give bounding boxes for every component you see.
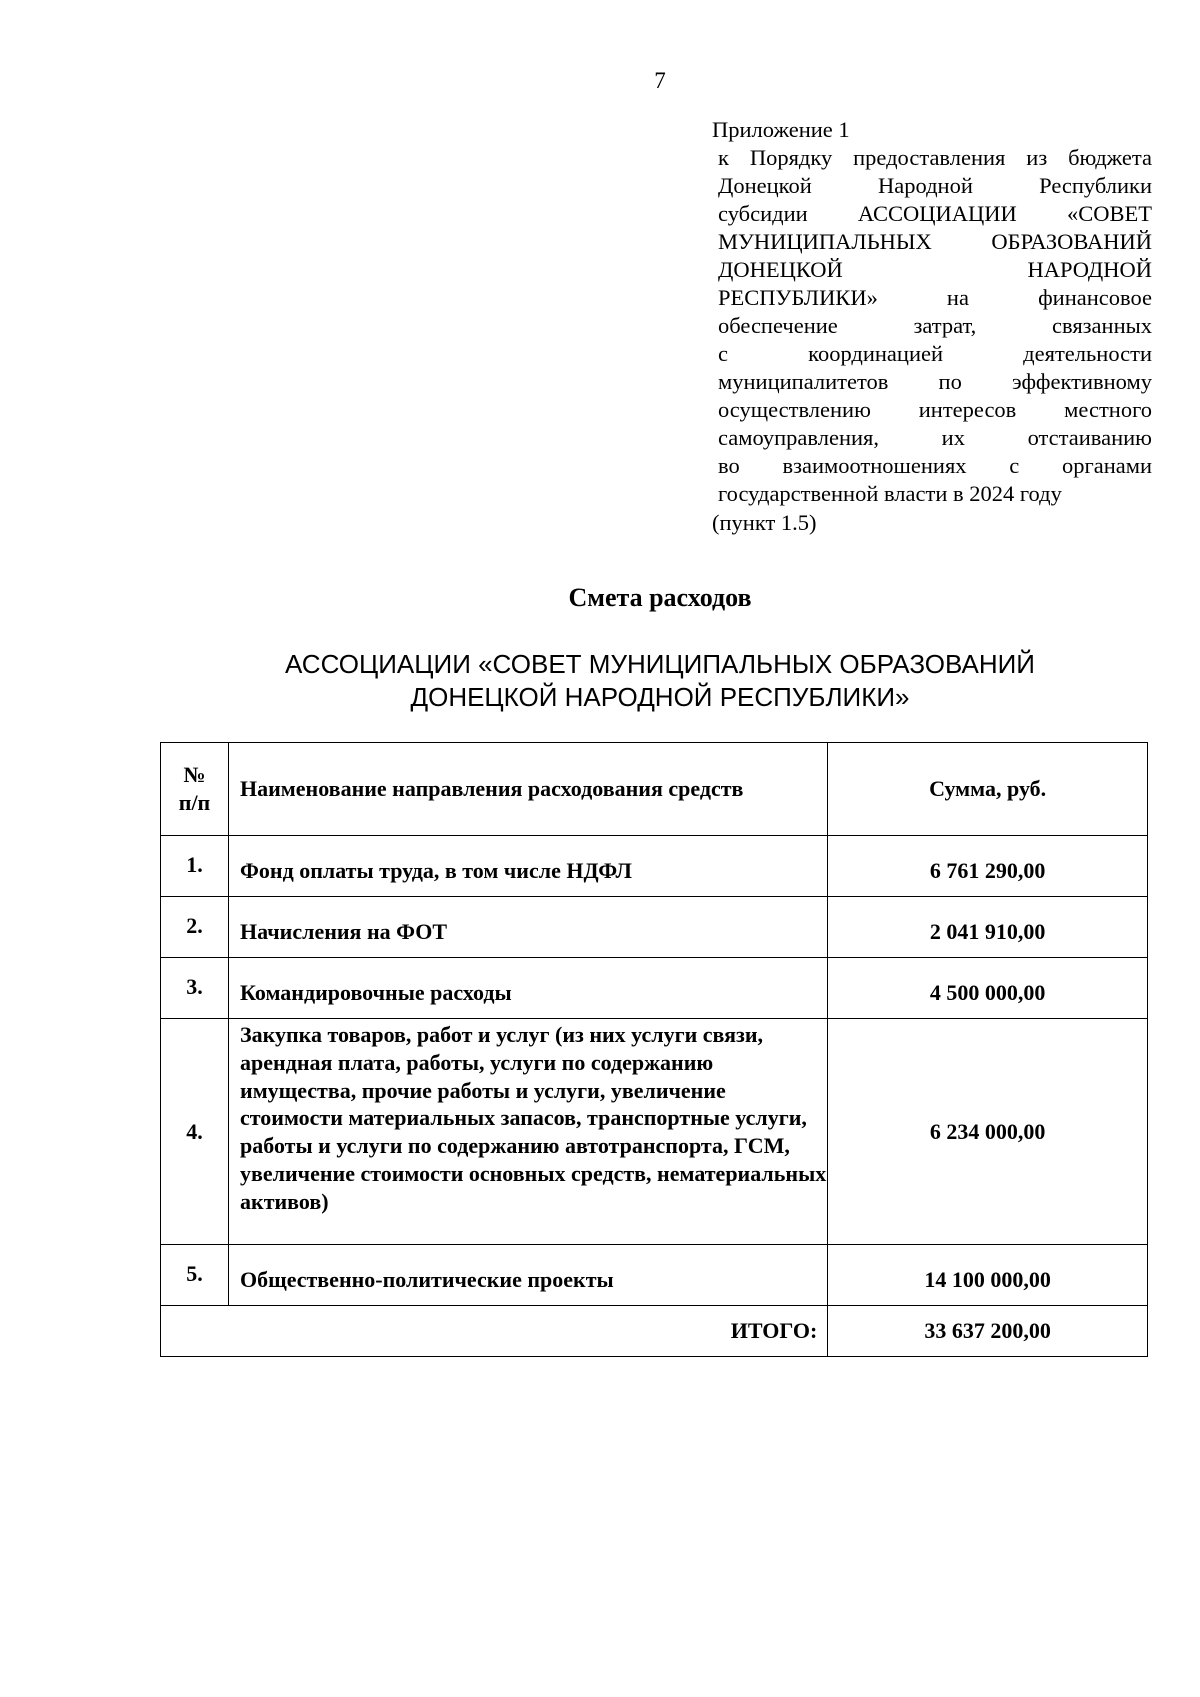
- row-sum: 6 234 000,00: [828, 1019, 1148, 1245]
- table-total-row: [161, 1306, 1148, 1357]
- appendix-line: осуществлению интересов местного: [718, 397, 1152, 422]
- appendix-line: с координацией деятельности: [718, 341, 1152, 366]
- table-row: [161, 1019, 1148, 1245]
- row-number: 2.: [161, 897, 229, 958]
- appendix-line: РЕСПУБЛИКИ» на финансовое: [718, 285, 1152, 310]
- appendix-line: во взаимоотношениях с органами: [718, 453, 1152, 478]
- appendix-line: МУНИЦИПАЛЬНЫХ ОБРАЗОВАНИЙ: [718, 229, 1152, 254]
- table-row: [161, 1245, 1148, 1306]
- organization-line: ДОНЕЦКОЙ НАРОДНОЙ РЕСПУБЛИКИ»: [410, 682, 910, 712]
- table-header-row: [161, 743, 1148, 836]
- appendix-line: Донецкой Народной Республики: [718, 173, 1152, 198]
- row-number: 4.: [161, 1019, 229, 1245]
- table-row: [161, 836, 1148, 897]
- appendix-line: муниципалитетов по эффективному: [718, 369, 1152, 394]
- row-number: 3.: [161, 958, 229, 1019]
- appendix-text: [718, 144, 1152, 508]
- header-sum: Сумма, руб.: [828, 743, 1148, 836]
- row-name: Начисления на ФОТ: [229, 897, 828, 958]
- appendix-line: субсидии АССОЦИАЦИИ «СОВЕТ: [718, 201, 1152, 226]
- table-row: [161, 958, 1148, 1019]
- row-sum: 2 041 910,00: [828, 897, 1148, 958]
- organization-line: АССОЦИАЦИИ «СОВЕТ МУНИЦИПАЛЬНЫХ ОБРАЗОВАНИЙ: [285, 649, 1035, 679]
- header-name: Наименование направления расходования средств: [229, 743, 828, 836]
- appendix-title: Приложение 1: [712, 117, 850, 142]
- header-number-abbr: п/п: [178, 790, 211, 815]
- page-number: 7: [654, 68, 666, 93]
- appendix-line: обеспечение затрат, связанных: [718, 313, 1152, 338]
- appendix-line: ДОНЕЦКОЙ НАРОДНОЙ: [718, 257, 1152, 282]
- appendix-line: к Порядку предоставления из бюджета: [718, 145, 1152, 170]
- row-name: Фонд оплаты труда, в том числе НДФЛ: [229, 836, 828, 897]
- row-sum: 14 100 000,00: [828, 1245, 1148, 1306]
- expense-table: [160, 742, 1148, 1357]
- row-name: Командировочные расходы: [229, 958, 828, 1019]
- appendix-line: самоуправления, их отстаиванию: [718, 425, 1152, 450]
- row-name: Общественно-политические проекты: [229, 1245, 828, 1306]
- appendix-point: (пункт 1.5): [712, 510, 817, 535]
- document-title: Смета расходов: [568, 583, 752, 612]
- organization-name: [0, 648, 1200, 714]
- appendix-block: [712, 116, 1152, 537]
- appendix-line: государственной власти в 2024 году: [718, 481, 1062, 506]
- header-number-symbol: №: [183, 762, 206, 787]
- total-label: ИТОГО:: [161, 1306, 828, 1357]
- total-sum: 33 637 200,00: [828, 1306, 1148, 1357]
- row-sum: 6 761 290,00: [828, 836, 1148, 897]
- table-row: [161, 897, 1148, 958]
- row-number: 1.: [161, 836, 229, 897]
- header-number: [161, 743, 229, 836]
- row-sum: 4 500 000,00: [828, 958, 1148, 1019]
- row-number: 5.: [161, 1245, 229, 1306]
- row-name: Закупка товаров, работ и услуг (из них услуги связи, арендная плата, работы, услуги по содержанию имущества, прочие работы и услуги, увеличение стоимости материальных запасов, транспортные услуги, работы и услуги по содержанию автотранспорта, ГСМ, увеличение стоимости основных средств, нематериальных активов): [229, 1019, 828, 1245]
